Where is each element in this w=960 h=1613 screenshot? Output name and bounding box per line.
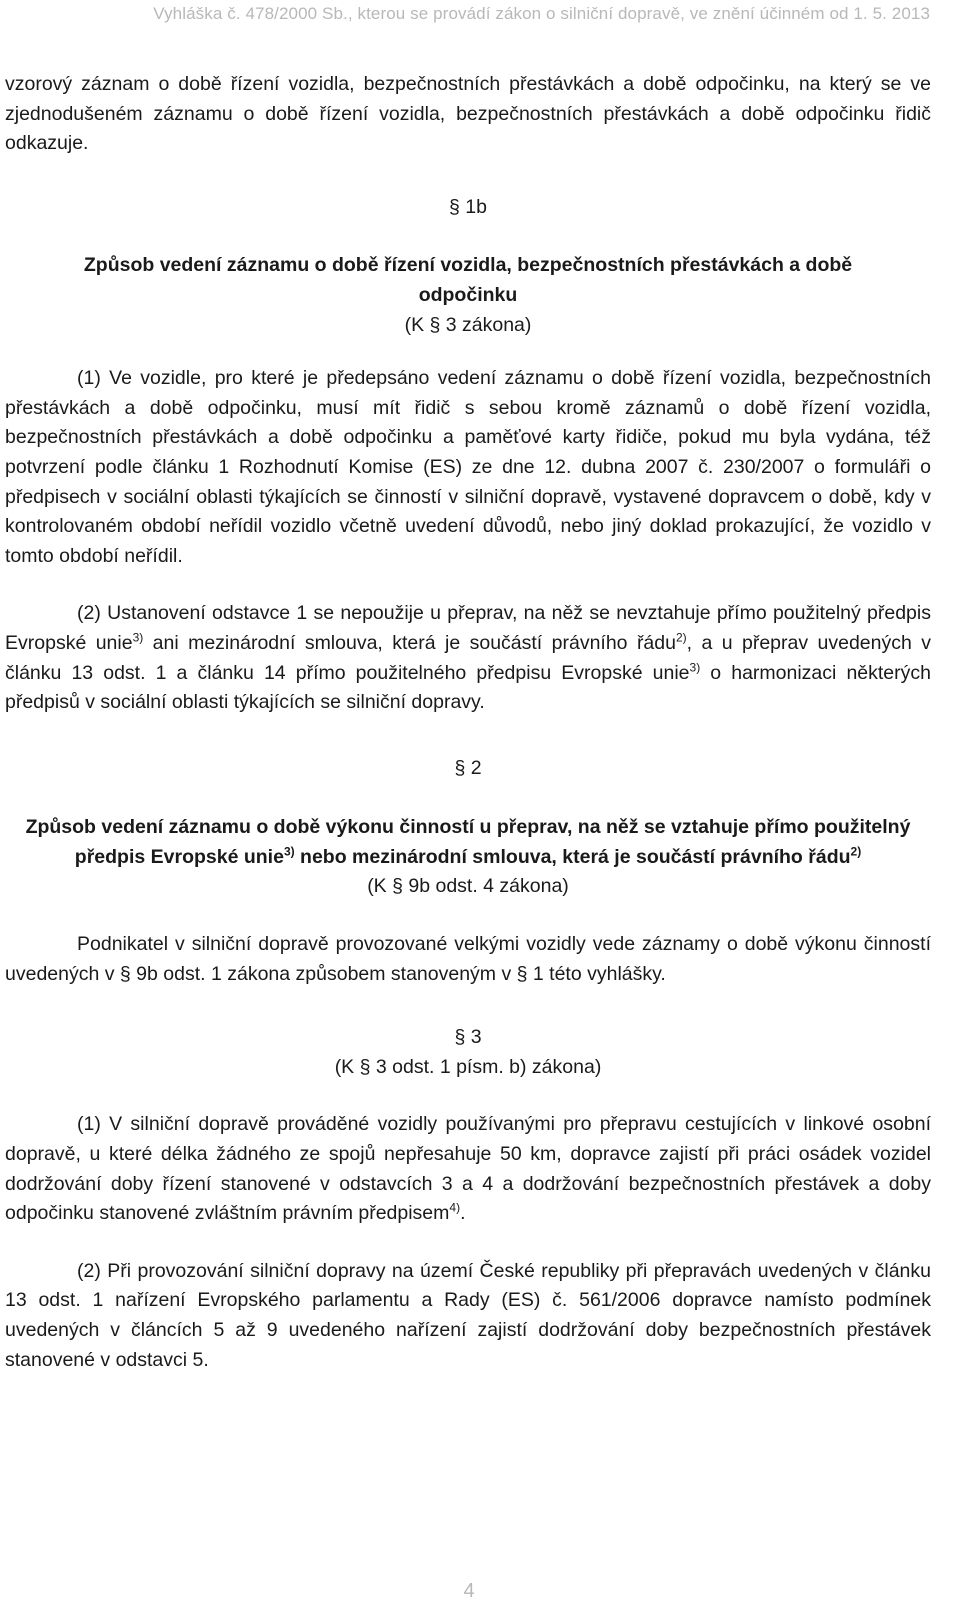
- document-header: Vyhláška č. 478/2000 Sb., kterou se provádí zákon o silniční dopravě, ve znění účinném od 1. 5. 2013: [153, 4, 930, 23]
- section-2-title: Způsob vedení záznamu o době výkonu činností u přeprav, na něž se vztahuje přímo použitelný předpis Evropské unie$^{3)}$ nebo mezinárodní smlouva, která je součástí právního řádu$^{2)}$: [25, 816, 911, 868]
- section-3-paragraph-1: (1) V silniční dopravě prováděné vozidly používanými pro přepravu cestujících v linkové osobní dopravě, u které délka žádného ze spojů nepřesahuje 50 km, dopravce zajistí při práci osádek vozidel dodržování doby řízení stanovené v odstavcích 3 a 4 a dodržování bezpečnostních přestávek a doby odpočinku stanovené zvláštním právním předpisem$^{4)}$.: [5, 1113, 931, 1225]
- section-1b-paragraph-2: (2) Ustanovení odstavce 1 se nepoužije u přeprav, na něž se nevztahuje přímo použitelný předpis Evropské unie$^{3)}$ ani mezinárodní smlouva, která je součástí právního řádu$^{2)}$, a u přeprav uvedených v článku 13 odst. 1 a článku 14 přímo použitelného předpisu Evropské unie$^{3)}$ o harmonizaci některých předpisů v sociální oblasti týkajících se silniční dopravy.: [5, 602, 931, 714]
- page-content: [5, 70, 931, 1375]
- section-1b-reference: (K § 3 zákona): [404, 313, 532, 336]
- section-3-reference: (K § 3 odst. 1 písm. b) zákona): [334, 1055, 602, 1078]
- section-2-paragraph: Podnikatel v silniční dopravě provozované velkými vozidly vede záznamy o době výkonu činností uvedených v § 9b odst. 1 zákona způsobem stanoveným v § 1 této vyhlášky.: [5, 933, 931, 985]
- section-2-number: § 2: [454, 756, 482, 779]
- intro-paragraph: vzorový záznam o době řízení vozidla, bezpečnostních přestávkách a době odpočinku, na který se ve zjednodušeném záznamu o době řízení vozidla, bezpečnostních přestávkách a době odpočinku řidič odkazuje.: [5, 73, 931, 155]
- section-3-number: § 3: [454, 1026, 482, 1049]
- section-2-reference: (K § 9b odst. 4 zákona): [367, 875, 569, 898]
- section-1b-paragraph-1: (1) Ve vozidle, pro které je předepsáno vedení záznamu o době řízení vozidla, bezpečnostních přestávkách a době odpočinku, musí mít řidič s sebou kromě záznamů o době řízení vozidla, bezpečnostních přestávkách a době odpočinku a paměťové karty řidiče, pokud mu byla vydána, též potvrzení podle článku 1 Rozhodnutí Komise (ES) ze dne 12. dubna 2007 č. 230/2007 o formuláři o předpisech v sociální oblasti týkajících se činností v silniční dopravě, vystavené dopravcem o době, kdy v kontrolovaném období neřídil vozidlo včetně uvedení důvodů, nebo jiný doklad prokazující, že vozidlo v tomto období neřídil.: [5, 367, 931, 567]
- section-1b-number: § 1b: [449, 195, 487, 218]
- section-1b-title: Způsob vedení záznamu o době řízení vozidla, bezpečnostních přestávkách a době odpočinku: [83, 254, 853, 306]
- page-number: 4: [463, 1580, 475, 1602]
- section-3-paragraph-2: (2) Při provozování silniční dopravy na území České republiky při přepravách uvedených v článku 13 odst. 1 nařízení Evropského parlamentu a Rady (ES) č. 561/2006 dopravce namísto podmínek uvedených v článcích 5 až 9 uvedeného nařízení zajistí dodržování doby bezpečnostních přestávek stanovené v odstavci 5.: [5, 1259, 931, 1371]
